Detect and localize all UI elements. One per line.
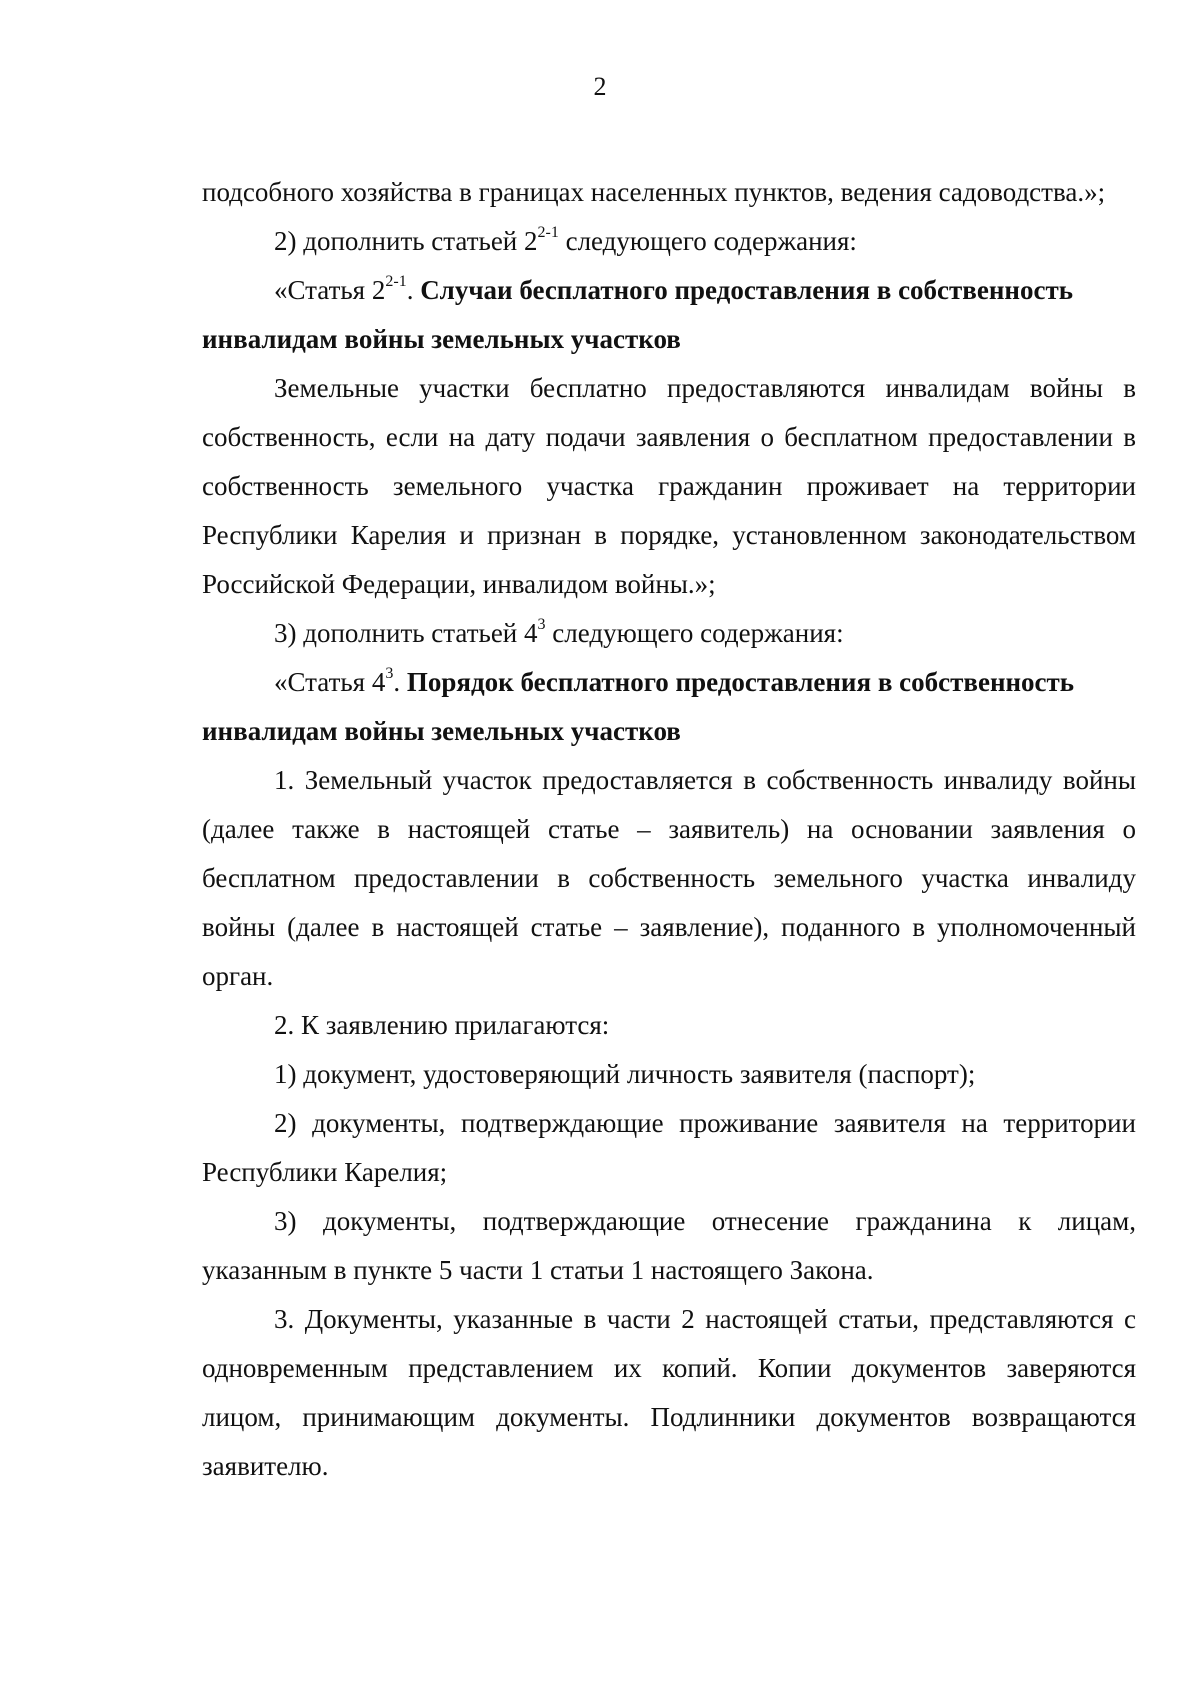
paragraph-amendment-3: [202, 609, 1136, 658]
amendment-3-superscript: 3: [537, 616, 546, 633]
article-4-3-label: «Статья 4: [274, 667, 386, 697]
paragraph-amendment-2: [202, 217, 1136, 266]
paragraph-clause-2: 2. К заявлению прилагаются:: [274, 1010, 610, 1040]
paragraph-item-3: 3) документы, подтверждающие отнесение гражданина к лицам, указанным в пункте 5 части 1 статьи 1 настоящего Закона.: [202, 1206, 1136, 1285]
article-heading-2-1: [202, 266, 1136, 315]
article-4-3-title: Порядок бесплатного предоставления в собственность: [406, 667, 1075, 697]
article-2-1-title: Случаи бесплатного предоставления в собственность: [420, 275, 1073, 305]
article-2-1-label: «Статья 2: [274, 275, 386, 305]
paragraph-article-2-1-body: Земельные участки бесплатно предоставляются инвалидам войны в собственность, если на дату подачи заявления о бесплатном предоставлении в собственность земельного участка гражданин проживает на территории Республики Карелия и признан в порядке, установленном законодательством Российской Федерации, инвалидом войны.»;: [202, 373, 1136, 599]
paragraph-item-1: 1) документ, удостоверяющий личность заявителя (паспорт);: [274, 1059, 976, 1089]
paragraph-clause-1: 1. Земельный участок предоставляется в собственность инвалиду войны (далее также в настоящей статье – заявитель) на основании заявления о бесплатном предоставлении в собственность земельного участка инвалиду войны (далее в настоящей статье – заявление), поданного в уполномоченный орган.: [202, 765, 1136, 991]
document-body: [202, 168, 1136, 1491]
amendment-3-text-end: следующего содержания:: [545, 618, 844, 648]
page-number: 2: [593, 72, 607, 101]
amendment-2-text: 2) дополнить статьей 2: [274, 226, 538, 256]
article-4-3-superscript: 3: [385, 665, 394, 682]
paragraph-item-2: 2) документы, подтверждающие проживание заявителя на территории Республики Карелия;: [202, 1108, 1136, 1187]
article-2-1-title-continuation: инвалидам войны земельных участков: [202, 324, 681, 354]
amendment-2-text-end: следующего содержания:: [558, 226, 857, 256]
paragraph-clause-3: 3. Документы, указанные в части 2 настоящей статьи, представляются с одновременным представлением их копий. Копии документов заверяются лицом, принимающим документы. Подлинники документов возвращаются заявителю.: [202, 1304, 1136, 1481]
article-heading-4-3: [202, 658, 1136, 707]
article-4-3-dot: .: [393, 667, 407, 697]
article-2-1-superscript: 2-1: [385, 273, 407, 290]
amendment-2-superscript: 2-1: [537, 224, 559, 241]
amendment-3-text: 3) дополнить статьей 4: [274, 618, 538, 648]
paragraph-continuation: подсобного хозяйства в границах населенных пунктов, ведения садоводства.»;: [202, 177, 1106, 207]
article-4-3-title-continuation: инвалидам войны земельных участков: [202, 716, 681, 746]
article-2-1-dot: .: [406, 275, 421, 305]
